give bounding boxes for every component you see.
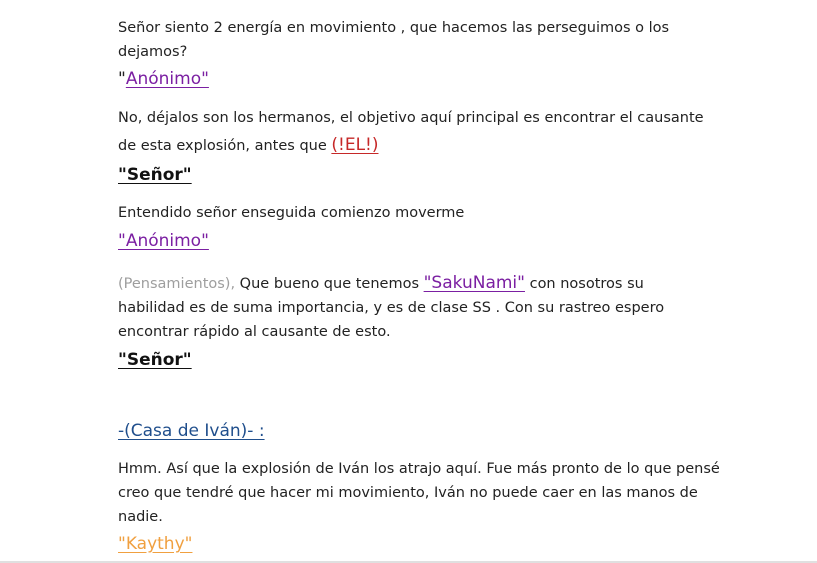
- paragraph-2-line-2: [118, 135, 378, 156]
- paragraph-5-line-1: Hmm. Así que la explosión de Iván los atrajo aquí. Fue más pronto de lo que pensé: [118, 461, 720, 477]
- paragraph-4-text: Que bueno que tenemos: [235, 276, 424, 292]
- speaker-anonimo-2: "Anónimo": [118, 231, 209, 251]
- paragraph-1-line-2: dejamos?: [118, 44, 188, 60]
- speaker-kaythy: "Kaythy": [118, 534, 193, 554]
- thoughts-label: (Pensamientos),: [118, 276, 236, 292]
- paragraph-2-line-1: No, déjalos son los hermanos, el objetivo aquí principal es encontrar el causante: [118, 110, 704, 126]
- paragraph-5-line-2: creo que tendré que hacer mi movimiento, Iván no puede caer en las manos de: [118, 485, 698, 501]
- emphasis-el: (!EL!): [331, 135, 379, 155]
- paragraph-4-line-1: [118, 273, 644, 294]
- speaker-senor-1: "Señor": [118, 165, 192, 185]
- speaker-quote-mark: ": [118, 69, 126, 89]
- paragraph-2-text: de esta explosión, antes que: [118, 138, 332, 154]
- speaker-name: Anónimo": [125, 69, 209, 89]
- speaker-senor-2: "Señor": [118, 350, 192, 370]
- paragraph-4-tail: con nosotros su: [524, 276, 644, 292]
- emphasis-sakunami: "SakuNami": [423, 273, 525, 293]
- scene-heading: -(Casa de Iván)- :: [118, 421, 265, 441]
- paragraph-1-line-1: Señor siento 2 energía en movimiento , que hacemos las perseguimos o los: [118, 20, 670, 36]
- speaker-anonimo-1: [118, 68, 209, 90]
- paragraph-4-line-3: encontrar rápido al causante de esto.: [118, 324, 391, 340]
- paragraph-3-line-1: Entendido señor enseguida comienzo moverme: [118, 205, 465, 221]
- paragraph-5-line-3: nadie.: [118, 509, 163, 525]
- paragraph-4-line-2: habilidad es de suma importancia, y es de clase SS . Con su rastreo espero: [118, 300, 665, 316]
